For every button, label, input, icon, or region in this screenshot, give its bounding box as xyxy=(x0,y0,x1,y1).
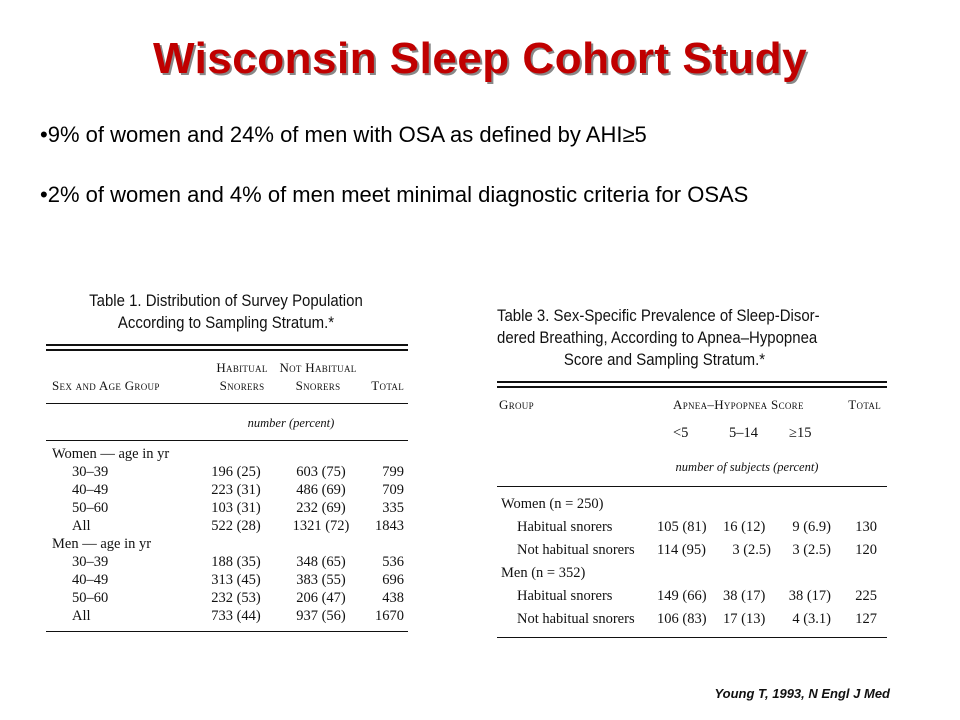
table-row: Not habitual snorers 106 (83) 17 (13) 4 (3.1) 127 xyxy=(517,611,877,627)
table-row: 50–60 232 (53) 206 (47) 438 xyxy=(72,590,404,606)
table-row: Habitual snorers 149 (66) 38 (17) 38 (17) 225 xyxy=(517,588,877,604)
table-row: Habitual snorers 105 (81) 16 (12) 9 (6.9) 130 xyxy=(517,519,877,535)
table-unit-row: number (percent) xyxy=(247,416,335,430)
table-divider xyxy=(497,486,887,487)
bullet-item: •9% of women and 24% of men with OSA as defined by AHI≥5 xyxy=(40,122,647,147)
table-divider xyxy=(46,440,408,441)
table-row: All 733 (44) 937 (56) 1670 xyxy=(72,608,404,624)
table-header-row: Sex and Age Group Snorers Snorers Total xyxy=(52,378,404,393)
table-row: 30–39 188 (35) 348 (65) 536 xyxy=(72,554,404,570)
table-row: Not habitual snorers 114 (95) 3 (2.5) 3 (2.5) 120 xyxy=(517,542,877,558)
table-1 xyxy=(46,290,408,632)
table-row: Women — age in yr xyxy=(52,446,170,462)
table-3 xyxy=(497,305,887,638)
table-unit-row: number of subjects (percent) xyxy=(675,460,819,474)
bullet-list xyxy=(40,122,940,242)
table-divider xyxy=(497,637,887,638)
table-header-row: Group Apnea–Hypopnea Score Total xyxy=(499,397,881,412)
table-header-row: Habitual Not Habitual xyxy=(216,360,357,375)
table-row: 30–39 196 (25) 603 (75) 799 xyxy=(72,464,404,480)
table-row: All 522 (28) 1321 (72) 1843 xyxy=(72,518,404,534)
table-row: 40–49 313 (45) 383 (55) 696 xyxy=(72,572,404,588)
citation: Young T, 1993, N Engl J Med xyxy=(714,686,890,701)
table-divider xyxy=(497,381,887,388)
table-divider xyxy=(46,344,408,351)
table-3-caption: Table 3. Sex-Specific Prevalence of Sleep-Disor- dered Breathing, According to Apnea–Hypopnea Score and Sampling Stratum.* xyxy=(497,306,820,369)
table-divider xyxy=(46,631,408,632)
table-divider xyxy=(46,403,408,404)
slide-title: Wisconsin Sleep Cohort Study xyxy=(152,34,808,83)
bullet-item: •2% of women and 4% of men meet minimal diagnostic criteria for OSAS xyxy=(40,182,749,207)
table-row: 50–60 103 (31) 232 (69) 335 xyxy=(72,500,404,516)
table-row: Men — age in yr xyxy=(52,536,152,552)
table-row: Men (n = 352) xyxy=(501,565,586,581)
table-header-row: <5 5–14 ≥15 xyxy=(673,425,812,441)
table-row: Women (n = 250) xyxy=(501,496,604,512)
table-row: 40–49 223 (31) 486 (69) 709 xyxy=(72,482,404,498)
table-1-caption: Table 1. Distribution of Survey Population According to Sampling Stratum.* xyxy=(89,291,363,332)
